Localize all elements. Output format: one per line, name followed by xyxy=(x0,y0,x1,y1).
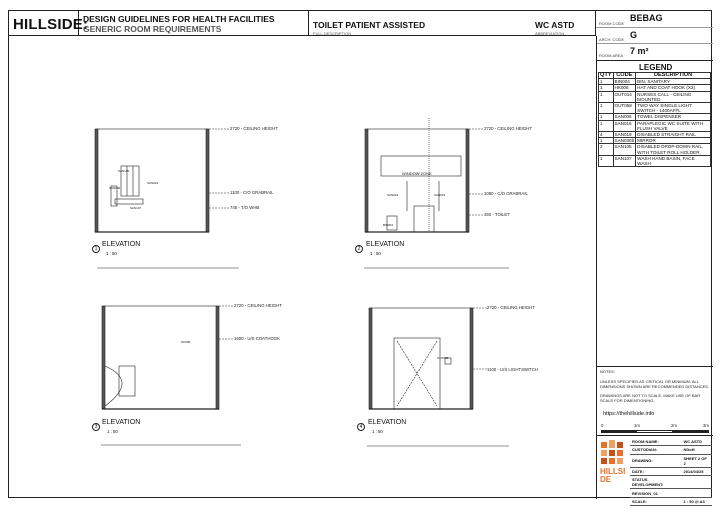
notes-divider xyxy=(597,366,713,367)
legend-qty: 1 xyxy=(599,103,614,114)
title-block-value: 1 : 50 @ A3 xyxy=(681,497,712,506)
arch-code-value: G xyxy=(630,30,638,40)
title-block-value xyxy=(681,476,712,489)
guideline-subtitle: GENERIC ROOM REQUIREMENTS xyxy=(83,24,222,34)
elev4-lightswitch: 1100 - U/S LIGHTSWITCH xyxy=(487,367,539,372)
legend-row xyxy=(599,103,711,114)
legend-code: SAN030b xyxy=(614,138,635,144)
legend-qty: 1 xyxy=(599,138,614,144)
elev1-tag: SAN006 xyxy=(109,186,121,190)
room-area-row: ROOM AREA 7 m² xyxy=(599,46,649,58)
title-block-value: 2014/04/25 xyxy=(681,467,712,476)
room-abbreviation: WC ASTD xyxy=(535,20,575,30)
notes-title: NOTES: xyxy=(600,369,615,374)
notes-paragraph-1: UNLESS SPECIFIED AS CRITICAL OR MINIMUM, ALL DIMENSIONS SHOWN ARE RECOMMENDED DISTANCES. xyxy=(600,379,710,389)
notes-paragraph-2: DRAWINGS ARE NOT TO SCALE, MAKE USE OF BAR SCALE FOR DIMENTIONING. xyxy=(600,393,701,403)
logo-text: HILLSIDE xyxy=(600,467,626,484)
title-block-row xyxy=(630,467,712,476)
legend-code: SAN105 xyxy=(613,144,636,155)
legend-qty: 4 xyxy=(599,132,614,138)
legend-code: SAN006 xyxy=(613,114,636,120)
elev2-title: ELEVATION xyxy=(366,241,405,248)
brand-box xyxy=(9,11,89,36)
legend-qty: 1 xyxy=(599,79,614,85)
title-block-row xyxy=(630,454,712,467)
room-area-value: 7 m² xyxy=(630,46,649,56)
room-code-row: ROOM CODE BEBAG xyxy=(596,11,713,28)
elev2-grabrail: 1090 - C/O GRABRAIL xyxy=(484,191,528,196)
hillside-logo xyxy=(599,438,629,496)
elev4-number: 4 xyxy=(357,423,365,431)
legend-code: SAN016 xyxy=(613,120,636,131)
title-block-value xyxy=(681,489,712,498)
elev1-grabrail: 1100 - C/O GRABRAIL xyxy=(230,190,274,195)
legend-qty: 1 xyxy=(599,155,614,166)
legend-description: PARAPLEGIC WC SUITE WITH FLUSH VALVE xyxy=(636,120,711,131)
legend-description: NURSES CALL - CEILING MOUNTED xyxy=(636,91,711,102)
title-block-divider xyxy=(597,435,713,436)
scale-tick-label: 1m xyxy=(634,423,640,428)
elev3-number: 3 xyxy=(92,423,100,431)
elev4-tag: OUT058 xyxy=(437,356,449,360)
legend-row xyxy=(599,155,711,166)
title-block-label: STATUS DEVELOPMENT: xyxy=(630,476,681,489)
title-block-row xyxy=(630,446,712,455)
elev4-title: ELEVATION xyxy=(368,419,407,426)
elev2-toilet: 450 - TOILET xyxy=(484,212,510,217)
elev2-tag: SAN019 xyxy=(434,193,446,197)
arch-code-row: ARCH. CODE G xyxy=(596,28,713,44)
legend-description: TOWEL DISPENSER xyxy=(636,114,711,120)
scale-tick-label: 0 xyxy=(601,423,604,428)
scale-tick-label: 3m xyxy=(703,423,709,428)
legend-col-qty: QTY xyxy=(600,72,612,78)
scale-bar-graphic xyxy=(601,430,709,433)
legend-col-code: CODE xyxy=(613,73,636,79)
scale-tick-label: 2m xyxy=(671,423,677,428)
legend-description: HAT AND COAT HOOK (X2) xyxy=(636,85,711,91)
legend-qty: 1 xyxy=(599,85,614,91)
room-title-box xyxy=(309,11,596,36)
legend-row xyxy=(599,144,711,155)
legend-qty: 1 xyxy=(599,91,614,102)
room-full-name: TOILET PATIENT ASSISTED xyxy=(313,20,426,30)
elev3-coathook: 1600 - U/S COATHOOK xyxy=(234,336,281,341)
legend-code: OUT014 xyxy=(613,91,636,102)
room-code-value: BEBAG xyxy=(630,13,663,23)
title-block-value: NDoH xyxy=(681,446,712,455)
elev3-tag: HK006 xyxy=(181,340,191,344)
elev1-whb: 745 - T/O WHB xyxy=(230,205,260,210)
elev2-tag: BIN004 xyxy=(383,223,394,227)
legend-code: HK006 xyxy=(613,85,636,91)
legend-row xyxy=(599,132,711,138)
legend-code: OUT058 xyxy=(613,103,636,114)
title-block-label: DRAWING: xyxy=(630,454,681,467)
window-zone-label: WINDOW ZONE xyxy=(402,171,432,176)
title-block-row xyxy=(630,489,712,498)
legend-description: TWO WAY SINGLE LIGHT SWITCH - 1400AFFL xyxy=(636,103,711,114)
website-link[interactable]: https://thehillside.info xyxy=(603,411,655,417)
title-block-value: WC ASTD xyxy=(681,437,712,446)
room-info-block xyxy=(596,11,713,61)
elev1-scale: 1 : 50 xyxy=(106,251,117,256)
notes-block xyxy=(600,369,710,403)
title-block-label: CUSTODIAN: xyxy=(630,446,681,455)
title-block-label: ROOM NAME: xyxy=(630,437,681,446)
right-column-divider xyxy=(596,36,597,499)
legend-row xyxy=(599,91,711,102)
guideline-title: DESIGN GUIDELINES FOR HEALTH FACILITIES xyxy=(83,14,275,24)
legend-qty: 2 xyxy=(599,144,614,155)
elev2-ceiling-height: 2720 - CEILING HEIGHT xyxy=(484,126,532,131)
title-block-label: SCALE: xyxy=(630,497,681,506)
elev3-ceiling-height: 2720 - CEILING HEIGHT xyxy=(234,303,282,308)
legend-qty: 1 xyxy=(599,120,614,131)
elev2-number: 2 xyxy=(355,245,363,253)
elev4-scale: 1 : 50 xyxy=(372,429,383,434)
elev1-tag: SAN105 xyxy=(118,169,130,173)
drawing-sheet xyxy=(8,10,712,505)
elev2-scale: 1 : 50 xyxy=(370,251,381,256)
legend-row xyxy=(599,85,711,91)
legend-description: BIN, SANITARY xyxy=(636,79,711,85)
room-abbreviation-caption: ABBREVIATION xyxy=(535,31,565,36)
legend-description: DISABLED STRAIGHT RAIL xyxy=(636,132,711,138)
elev1-title: ELEVATION xyxy=(102,241,141,248)
legend-description: DISABLED DROP-DOWN RAIL, WITH TOILET ROLL HOLDER. xyxy=(636,144,711,155)
elev1-tag: SAN107 xyxy=(130,206,142,210)
legend-col-description: DESCRIPTION xyxy=(636,73,711,79)
elev1-number: 1 xyxy=(92,245,100,253)
legend-code: SAN107 xyxy=(613,155,636,166)
legend-qty: 1 xyxy=(599,114,614,120)
title-block-label: DATE: xyxy=(630,467,681,476)
legend-table xyxy=(598,72,711,167)
elev2-tag: SAN019 xyxy=(387,193,399,197)
elev1-ceiling-height: 2720 - CEILING HEIGHT xyxy=(230,126,278,131)
elev4-ceiling-height: 2720 - CEILING HEIGHT xyxy=(487,305,535,310)
guideline-box xyxy=(79,11,309,36)
brand-title: HILLSIDE: xyxy=(13,16,89,33)
legend-body xyxy=(599,79,711,167)
legend-description: MIRROR xyxy=(636,138,711,144)
legend-title: LEGEND xyxy=(639,63,673,72)
title-block-row xyxy=(630,437,712,446)
legend-description: WASH HAND BASIN, FACE WASH xyxy=(636,155,711,166)
room-full-name-caption: FULL DESCRIPTION xyxy=(313,31,352,36)
title-block-value: SHEET 2 OF 2 xyxy=(681,454,712,467)
legend-code: BIN004 xyxy=(613,79,636,85)
legend-code: SAN019 xyxy=(613,132,636,138)
elev3-title: ELEVATION xyxy=(102,419,141,426)
title-block-row xyxy=(630,497,712,506)
title-block-row xyxy=(630,476,712,489)
elev1-tag: SAN019 xyxy=(147,181,159,185)
title-block-label: REVISION_01 xyxy=(630,489,681,498)
title-block-table xyxy=(630,437,712,506)
elev3-scale: 1 : 50 xyxy=(107,429,118,434)
legend-row xyxy=(599,120,711,131)
